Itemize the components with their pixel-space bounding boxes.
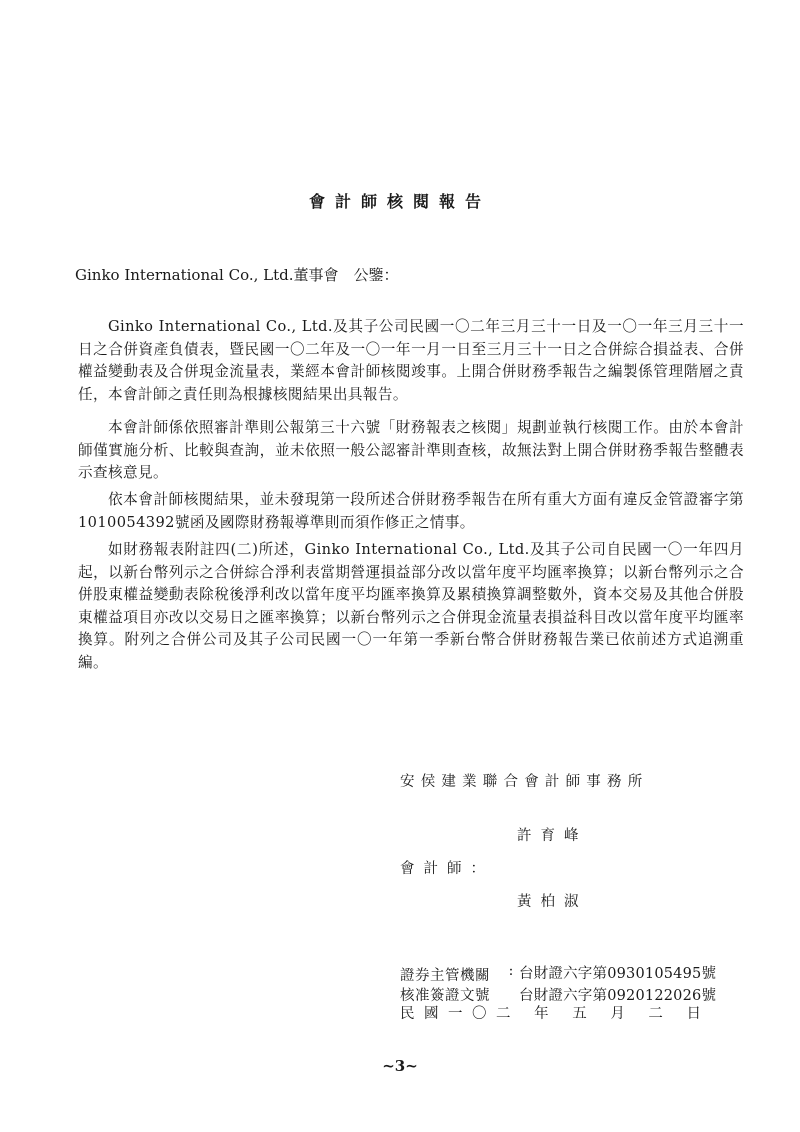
page-number: ~3~ — [382, 1057, 418, 1075]
registration-number: 台財證六字第0930105495號 — [519, 966, 717, 982]
accounting-firm-name: 安侯建業聯合會計師事務所 — [400, 774, 649, 790]
registration-label: 證券主管機關 — [400, 968, 490, 984]
accountant-name: 許育峰 — [517, 828, 588, 844]
report-paragraph-conclusion: 依本會計師核閱結果，並未發現第一段所述合併財務季報告在所有重大方面有違反金管證審字第1010054392號函及國際財務報導準則而須作修正之情事。 — [78, 491, 744, 531]
addressee-line: Ginko International Co., Ltd.董事會 公鑒： — [75, 266, 399, 284]
report-title: 會計師核閱報告 — [308, 192, 491, 211]
registration-label: 核准簽證文號 — [400, 988, 490, 1004]
accountant-label: 會計師： — [400, 861, 494, 877]
report-paragraph-basis: 本會計師係依照審計準則公報第三十六號「財務報表之核閱」規劃並執行核閱工作。由於本會計師僅實施分析、比較與查詢，並未依照一般公認審計準則查核，故無法對上開合併財務季報告整體表示查核意見。 — [78, 419, 744, 481]
report-paragraph-scope: Ginko International Co., Ltd.及其子公司民國一〇二年三月三十一日及一〇一年三月三十一日之合併資產負債表，暨民國一〇二年及一〇一年一月一日至三月三十一日之合併綜合損益表、合併權益變動表及合併現金流量表，業經本會計師核閱竣事。上開合併財務季報告之編製係管理階層之責任，本會計師之責任則為根據核閱結果出具報告。 — [78, 318, 744, 403]
report-date: 民國一〇二 年 五 月 二 日 — [400, 1006, 711, 1022]
registration-colon: : — [508, 963, 514, 979]
registration-number: 台財證六字第0920122026號 — [519, 988, 717, 1004]
report-paragraph-emphasis: 如財務報表附註四(二)所述，Ginko International Co., Ltd.及其子公司自民國一〇一年四月起，以新台幣列示之合併綜合淨利表當期營運損益部分改以當年度平均匯率換算；以新台幣列示之合併股東權益變動表除稅後淨利改以當年度平均匯率換算及累積換算調整數外，資本交易及其他合併股東權益項目亦改以交易日之匯率換算；以新台幣列示之合併現金流量表損益科目改以當年度平均匯率換算。附列之合併公司及其子公司民國一〇一年第一季新台幣合併財務報告業已依前述方式追溯重編。 — [78, 541, 744, 671]
accountant-name: 黃柏淑 — [517, 894, 588, 910]
